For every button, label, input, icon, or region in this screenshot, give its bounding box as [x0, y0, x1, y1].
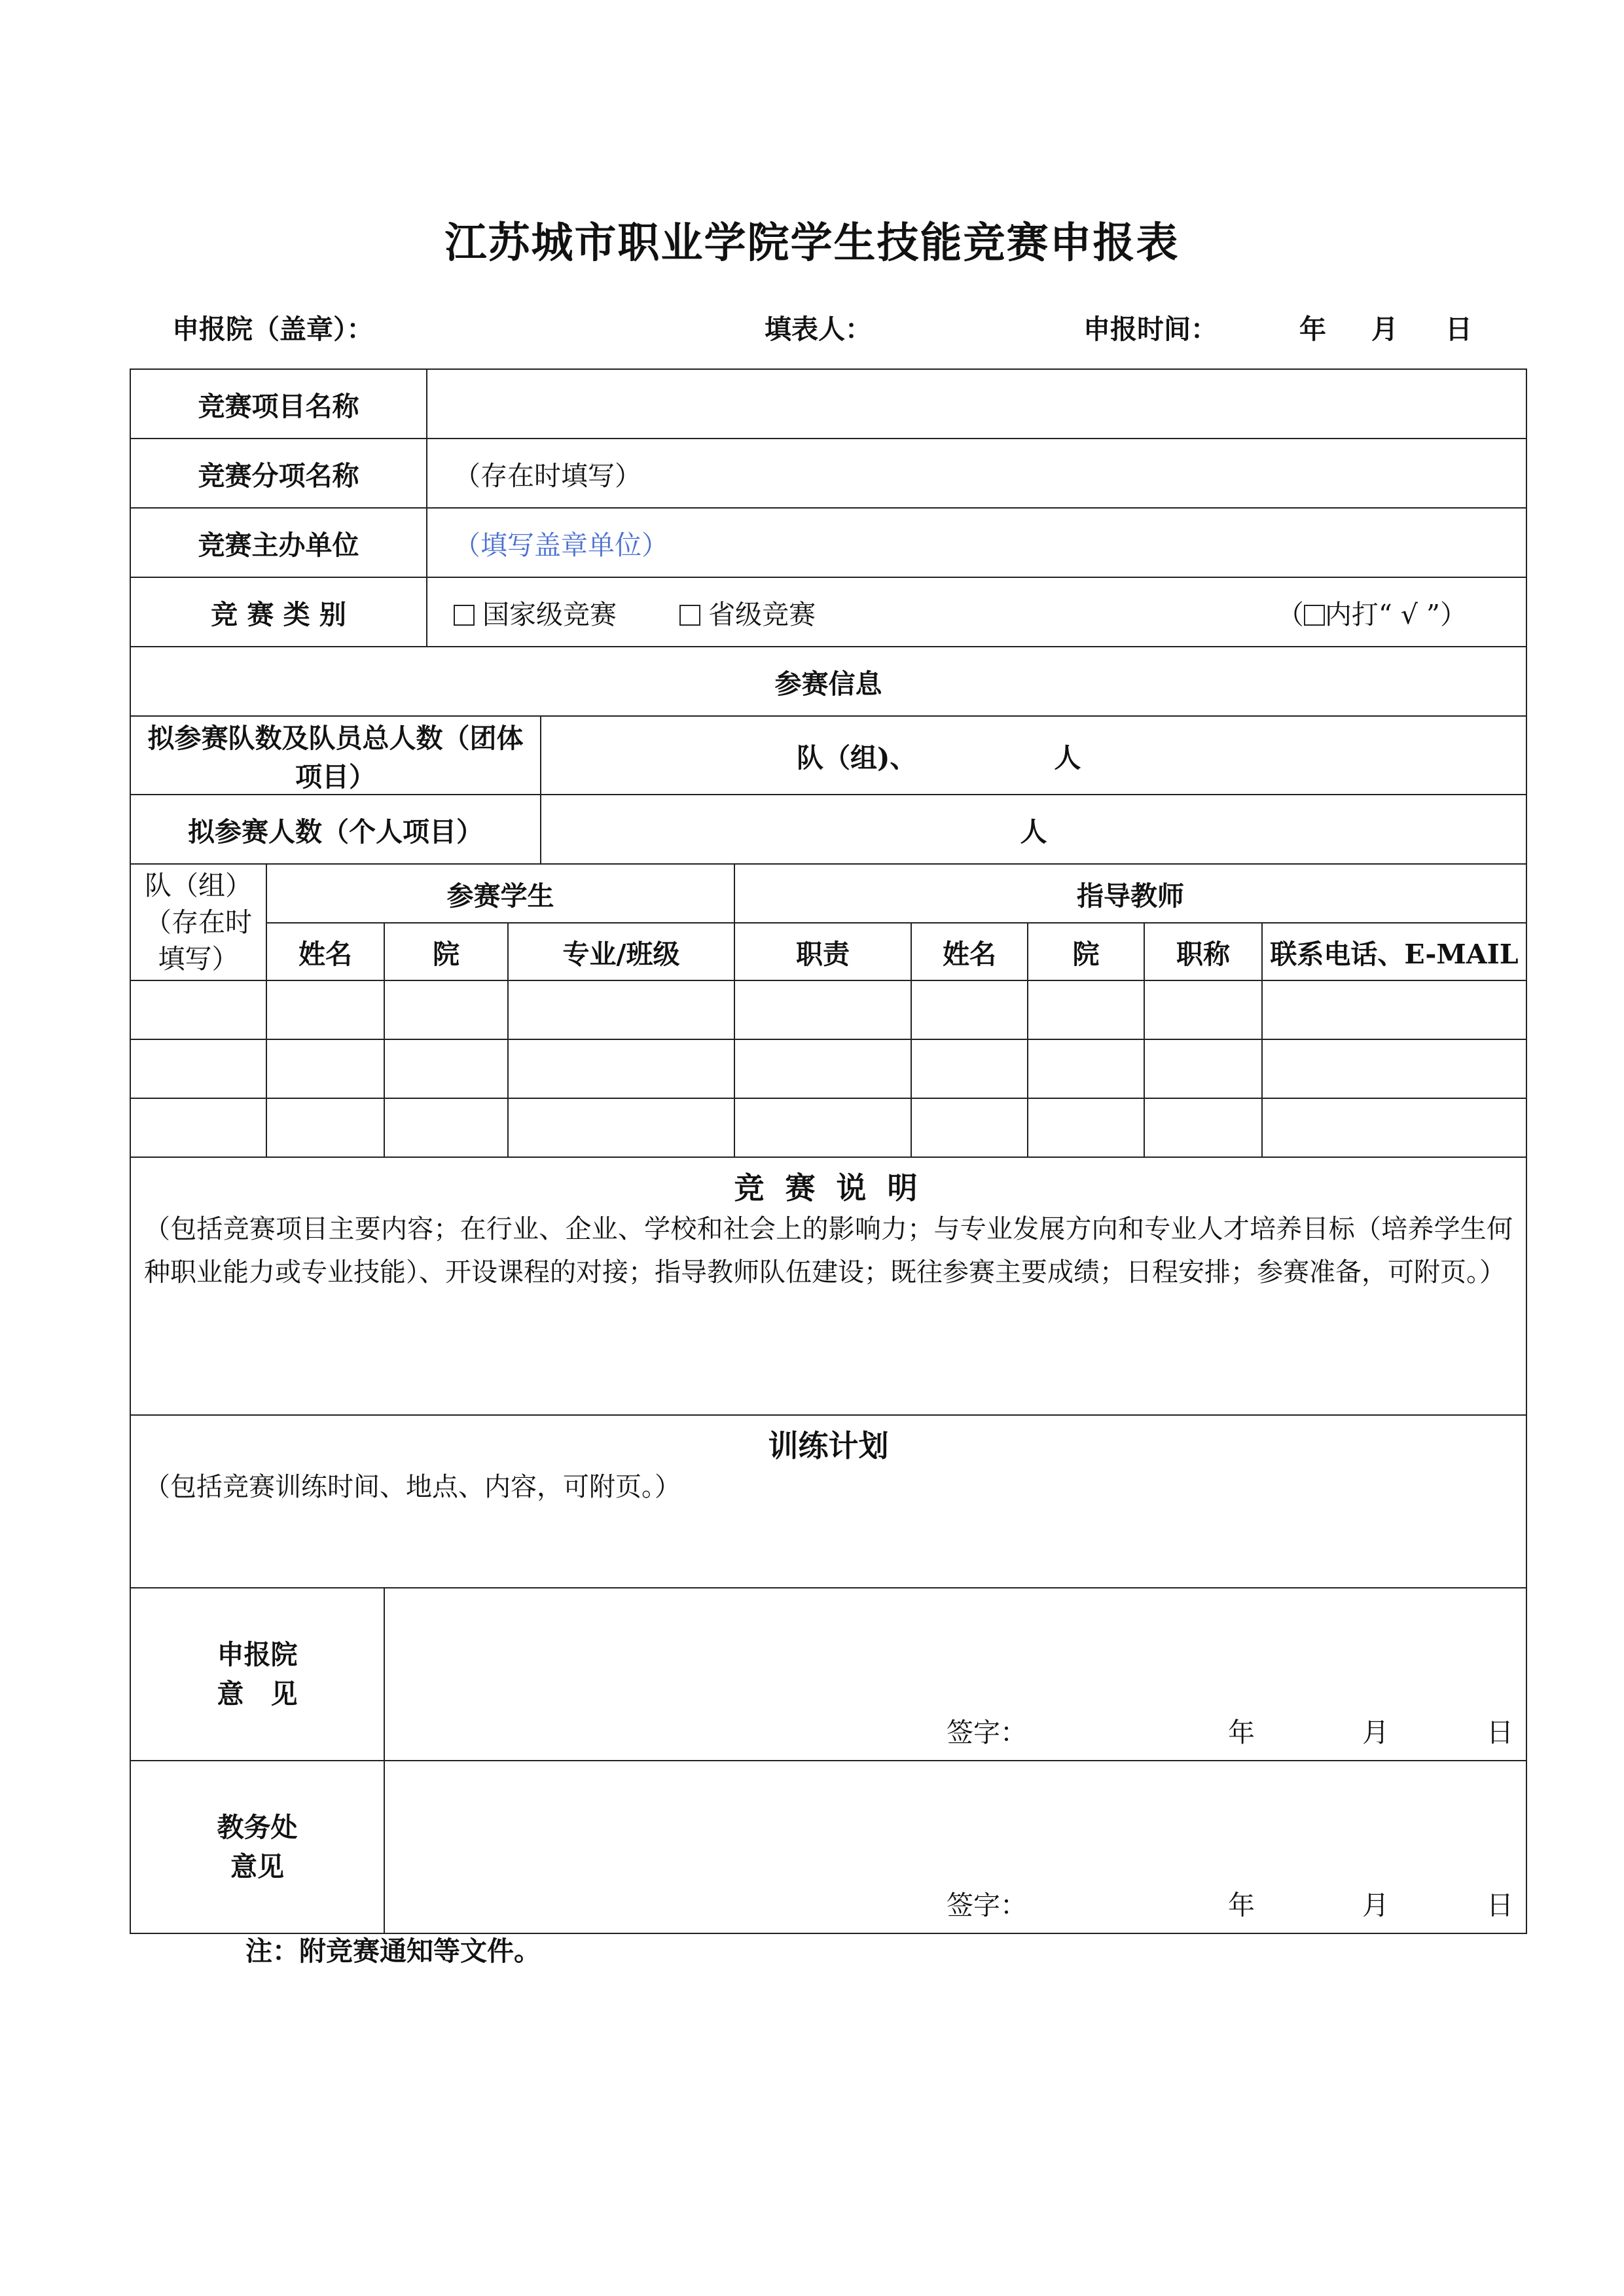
table-cell[interactable]	[384, 1039, 508, 1098]
table-cell[interactable]	[1144, 1098, 1262, 1157]
individual-count-row	[130, 795, 1526, 864]
individual-count-field[interactable]: 人	[541, 795, 1526, 864]
teacher-contact-col: 联系电话、E-MAIL	[1262, 923, 1526, 980]
provincial-checkbox[interactable]	[679, 605, 700, 626]
table-cell[interactable]	[911, 1039, 1028, 1098]
description-row	[130, 1157, 1526, 1415]
college-opinion-field[interactable]: 签字： 年 月 日	[384, 1588, 1526, 1761]
team-count-label: 拟参赛队数及队员总人数（团体项目）	[130, 716, 541, 795]
national-checkbox[interactable]	[454, 605, 475, 626]
category-row	[130, 577, 1526, 647]
college-opinion-row	[130, 1588, 1526, 1761]
table-row	[130, 1098, 1526, 1157]
table-cell[interactable]	[1028, 1039, 1144, 1098]
office-opinion-row	[130, 1761, 1526, 1933]
description-text: （包括竞赛项目主要内容；在行业、企业、学校和社会上的影响力；与专业发展方向和专业人才培养目标（培养学生何种职业能力或专业技能）、开设课程的对接；指导教师队伍建设；既往参赛主要成绩；日程安排；参赛准备，可附页。）	[144, 1214, 1513, 1287]
participation-header-row	[130, 647, 1526, 716]
teacher-name-col: 姓名	[911, 923, 1028, 980]
organizer-field[interactable]: （填写盖章单位）	[427, 508, 1526, 577]
table-cell[interactable]	[1028, 980, 1144, 1039]
training-row	[130, 1415, 1526, 1588]
training-title: 训练计划	[768, 1428, 889, 1463]
roster-subheader-row	[130, 923, 1526, 980]
college-sign-label: 签字：	[947, 1717, 1028, 1748]
individual-count-label: 拟参赛人数（个人项目）	[130, 795, 541, 864]
student-name-col: 姓名	[266, 923, 384, 980]
teacher-college-col: 院	[1028, 923, 1144, 980]
roster-header-row	[130, 864, 1526, 923]
table-cell[interactable]	[266, 980, 384, 1039]
footnote: 注：附竞赛通知等文件。	[245, 1935, 541, 1967]
student-major-col: 专业/班级	[508, 923, 734, 980]
table-cell[interactable]	[130, 1098, 266, 1157]
training-text: （包括竞赛训练时间、地点、内容，可附页。）	[144, 1472, 681, 1502]
table-cell[interactable]	[508, 980, 734, 1039]
team-column-header: 队（组）（存在时填写）	[130, 864, 266, 980]
national-option: 国家级竞赛	[482, 598, 617, 630]
table-row	[130, 1039, 1526, 1098]
organizer-row	[130, 508, 1526, 577]
teachers-header: 指导教师	[734, 864, 1526, 923]
table-cell[interactable]	[1144, 1039, 1262, 1098]
training-cell[interactable]	[130, 1415, 1526, 1588]
college-stamp-label: 申报院（盖章）：	[172, 314, 374, 345]
category-field	[427, 577, 1526, 647]
table-cell[interactable]	[266, 1039, 384, 1098]
table-cell[interactable]	[384, 980, 508, 1039]
project-name-row	[130, 369, 1526, 439]
date-label: 申报时间：	[1083, 314, 1218, 345]
college-opinion-label: 申报院 意 见	[130, 1588, 384, 1761]
table-cell[interactable]	[734, 980, 911, 1039]
table-row	[130, 980, 1526, 1039]
students-header: 参赛学生	[266, 864, 734, 923]
team-count-field[interactable]: 队（组)、 人	[541, 716, 1526, 795]
table-cell[interactable]	[384, 1098, 508, 1157]
table-cell[interactable]	[1262, 1098, 1526, 1157]
table-cell[interactable]	[911, 980, 1028, 1039]
student-college-col: 院	[384, 923, 508, 980]
table-cell[interactable]	[734, 1098, 911, 1157]
table-cell[interactable]	[1144, 980, 1262, 1039]
table-cell[interactable]	[508, 1098, 734, 1157]
sub-project-label: 竞赛分项名称	[130, 439, 427, 508]
project-name-field[interactable]	[427, 369, 1526, 439]
description-cell[interactable]	[130, 1157, 1526, 1415]
description-title: 竞 赛 说 明	[734, 1170, 923, 1206]
page-title: 江苏城市职业学院学生技能竞赛申报表	[444, 219, 1180, 268]
office-sign-label: 签字：	[947, 1890, 1028, 1921]
date-day: 日	[1445, 314, 1472, 345]
organizer-label: 竞赛主办单位	[130, 508, 427, 577]
table-cell[interactable]	[1028, 1098, 1144, 1157]
student-role-col: 职责	[734, 923, 911, 980]
table-cell[interactable]	[911, 1098, 1028, 1157]
table-cell[interactable]	[130, 1039, 266, 1098]
application-form	[130, 368, 1527, 1934]
date-month: 月	[1371, 314, 1398, 345]
table-cell[interactable]	[1262, 980, 1526, 1039]
office-opinion-field[interactable]: 签字： 年 月 日	[384, 1761, 1526, 1933]
office-opinion-label: 教务处 意见	[130, 1761, 384, 1933]
category-hint: （ 内打“ √ ”）	[1276, 598, 1468, 630]
provincial-option: 省级竞赛	[708, 598, 816, 630]
team-count-row	[130, 716, 1526, 795]
table-cell[interactable]	[734, 1039, 911, 1098]
table-cell[interactable]	[1262, 1039, 1526, 1098]
teacher-title-col: 职称	[1144, 923, 1262, 980]
table-cell[interactable]	[130, 980, 266, 1039]
project-name-label: 竞赛项目名称	[130, 369, 427, 439]
date-year: 年	[1299, 314, 1326, 345]
sub-project-row	[130, 439, 1526, 508]
table-cell[interactable]	[266, 1098, 384, 1157]
sub-project-field[interactable]: （存在时填写）	[427, 439, 1526, 508]
category-label: 竞 赛 类 别	[130, 577, 427, 647]
checkbox-symbol-icon	[1304, 605, 1325, 626]
filler-label: 填表人：	[765, 314, 872, 345]
participation-title: 参赛信息	[130, 647, 1526, 716]
table-cell[interactable]	[508, 1039, 734, 1098]
